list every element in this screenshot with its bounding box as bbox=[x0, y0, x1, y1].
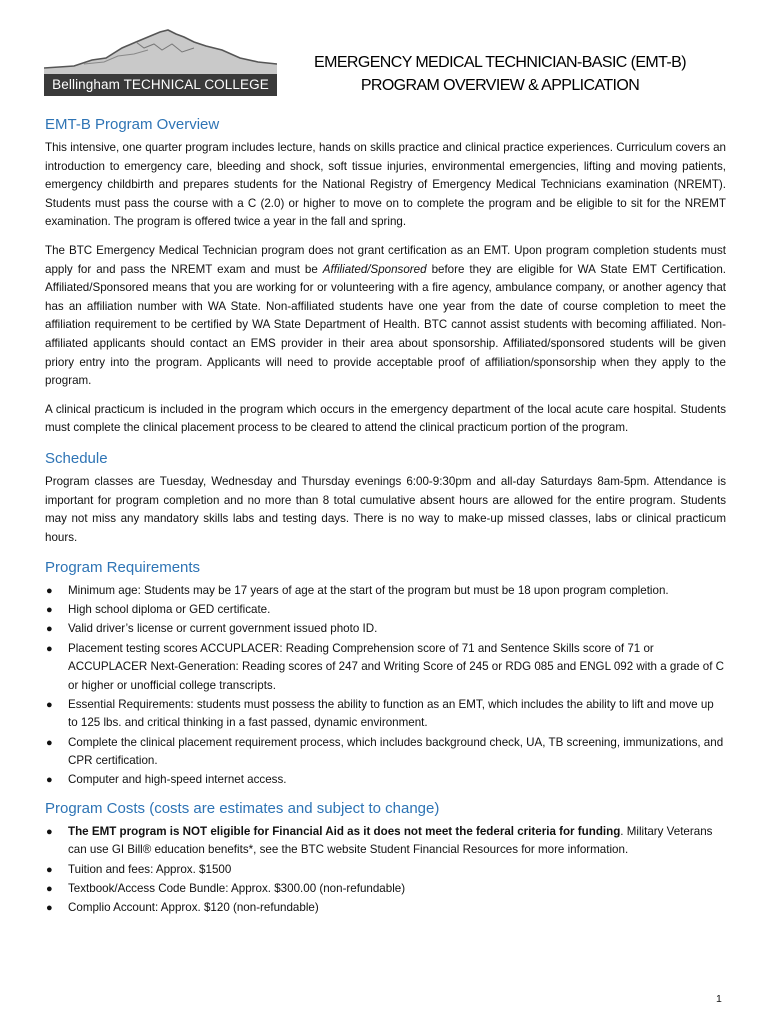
bullet-icon: ● bbox=[46, 698, 53, 711]
page-number: 1 bbox=[716, 993, 722, 1005]
bullet-icon: ● bbox=[46, 623, 53, 636]
financial-aid-detail: . Military Veterans can use GI Bill® education benefits*, see the BTC website Student Financial Resources for more information. bbox=[68, 824, 713, 857]
list-item bbox=[45, 861, 726, 880]
overview-paragraph-2 bbox=[45, 242, 726, 391]
college-logo bbox=[44, 28, 277, 98]
logo-text: Bellingham TECHNICAL COLLEGE bbox=[44, 74, 277, 96]
list-item bbox=[45, 582, 726, 601]
cost-text: Complio Account: Approx. $120 (non-refundable) bbox=[68, 900, 319, 914]
bullet-icon: ● bbox=[46, 882, 53, 895]
requirement-text: Valid driver’s license or current government issued photo ID. bbox=[68, 622, 378, 636]
list-item bbox=[45, 696, 726, 733]
list-item bbox=[45, 880, 726, 899]
requirement-text: Placement testing scores ACCUPLACER: Reading Comprehension score of 71 and Sentence Skills score of 71 or ACCUPLACER Next-Generation: Reading scores of 247 and Writing Score of 245 or RDG 085 and ENGL 092 with a grade of C or higher or unofficial college transcripts. bbox=[68, 641, 725, 692]
requirement-text: Complete the clinical placement requirement process, which includes background check, UA, TB screening, immunizations, and CPR certification. bbox=[68, 735, 724, 768]
list-item bbox=[45, 899, 726, 918]
requirement-text: Computer and high-speed internet access. bbox=[68, 773, 287, 787]
overview-p2-after: before they are eligible for WA State EMT Certification. Affiliated/Sponsored means that you are working for or volunteering with a fire agency, ambulance company, or another agency that has an affiliation number with WA State. Non-affiliated students have one year from the date of course completion to meet the affiliation requirement to be certified by WA State Department of Health. BTC cannot assist students with becoming affiliated. Non-affiliated applicants should contact an EMS provider in their area about sponsorship. Affiliated/sponsored students will be given priory entry into the program. Applicants will need to provide acceptable proof of affiliation/sponsorship when they apply to the program. bbox=[45, 262, 726, 388]
list-item bbox=[45, 640, 726, 696]
cost-text: Textbook/Access Code Bundle: Approx. $300.00 (non-refundable) bbox=[68, 881, 406, 895]
requirement-text: Essential Requirements: students must possess the ability to function as an EMT, which includes the ability to lift and move up to 125 lbs. and critical thinking in a fast passed, dynamic environment. bbox=[68, 697, 714, 730]
costs-heading: Program Costs (costs are estimates and subject to change) bbox=[45, 799, 440, 817]
bullet-icon: ● bbox=[46, 825, 53, 838]
bullet-icon: ● bbox=[46, 774, 53, 787]
requirement-text: High school diploma or GED certificate. bbox=[68, 603, 271, 617]
bullet-icon: ● bbox=[46, 901, 53, 914]
list-item bbox=[45, 601, 726, 620]
document-body bbox=[45, 114, 726, 923]
requirements-heading: Program Requirements bbox=[45, 559, 201, 577]
overview-paragraph-3: A clinical practicum is included in the program which occurs in the emergency department of the local acute care hospital. Students must complete the clinical placement process to be cleared to attend the clinical practicum portion of the program. bbox=[45, 402, 726, 435]
financial-aid-notice: The EMT program is NOT eligible for Financial Aid as it does not meet the federal criteria for funding bbox=[68, 824, 621, 838]
affiliated-sponsored-term: Affiliated/Sponsored bbox=[322, 262, 427, 276]
overview-heading: EMT-B Program Overview bbox=[45, 116, 220, 133]
cost-text: Tuition and fees: Approx. $1500 bbox=[68, 862, 232, 876]
schedule-paragraph: Program classes are Tuesday, Wednesday and Thursday evenings 6:00-9:30pm and all-day Saturdays 8am-5pm. Attendance is important for program completion and no more than 8 total cumulative absent hours are allowed for the entire program. Students may not miss any mandatory skills labs and testing days. There is no way to make-up missed classes, labs or clinical practicum hours. bbox=[45, 474, 726, 544]
list-item bbox=[45, 771, 726, 790]
requirements-list bbox=[45, 582, 726, 790]
mountain-logo-icon bbox=[44, 28, 277, 76]
overview-p2-before: The BTC Emergency Medical Technician program does not grant certification as an EMT. Upon program completion students must apply for and pass the NREMT exam and must be bbox=[45, 243, 726, 276]
bullet-icon: ● bbox=[46, 863, 53, 876]
page-title bbox=[300, 51, 700, 97]
schedule-heading: Schedule bbox=[45, 449, 108, 467]
bullet-icon: ● bbox=[46, 642, 53, 655]
list-item bbox=[45, 823, 726, 860]
requirement-text: Minimum age: Students may be 17 years of age at the start of the program but must be 18 upon program completion. bbox=[68, 584, 669, 598]
list-item bbox=[45, 620, 726, 639]
bullet-icon: ● bbox=[46, 736, 53, 749]
list-item bbox=[45, 734, 726, 771]
title-line-2: PROGRAM OVERVIEW & APPLICATION bbox=[360, 77, 640, 94]
bullet-icon: ● bbox=[46, 585, 53, 598]
bullet-icon: ● bbox=[46, 604, 53, 617]
title-line-1: EMERGENCY MEDICAL TECHNICIAN-BASIC (EMT-B) bbox=[314, 54, 686, 71]
costs-list bbox=[45, 823, 726, 917]
overview-paragraph-1: This intensive, one quarter program includes lecture, hands on skills practice and clinical practice experiences. Curriculum covers an introduction to emergency care, bleeding and shock, soft tissue injuries, environmental emergencies, lifting and moving patients, emergency childbirth and prepares students for the National Registry of Emergency Medical Technicians examination (NREMT). Students must pass the course with a C (2.0) or higher to move on to complete the program and be eligible to sit for the NREMT examination. The program is offered twice a year in the fall and spring. bbox=[45, 141, 726, 229]
